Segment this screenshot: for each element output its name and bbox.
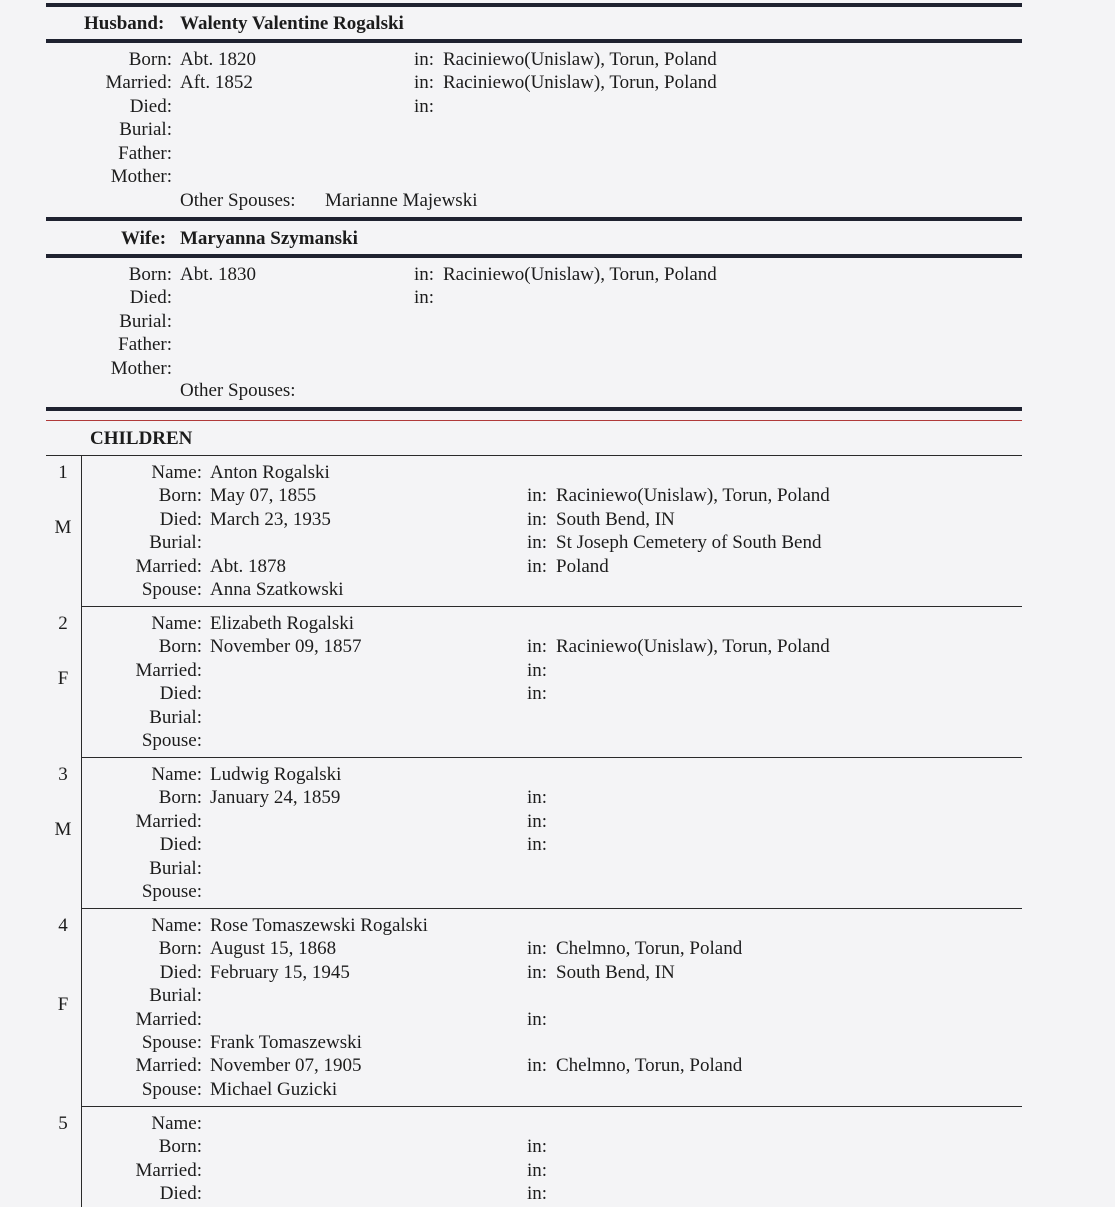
child-row-in: in:	[527, 532, 548, 553]
wife-heading-label: Wife:	[121, 228, 167, 249]
husband-fact-in: in:	[414, 72, 435, 93]
child-row-label: Died:	[159, 509, 202, 530]
child-row-label: Name:	[151, 613, 202, 634]
child-row-value: Anton Rogalski	[210, 462, 330, 483]
wife-top-rule	[46, 217, 1022, 221]
child-row-in: in:	[527, 660, 548, 681]
child-row-label: Died:	[159, 1183, 202, 1204]
child-row-in: in:	[527, 485, 548, 506]
child-number: 1	[58, 462, 68, 483]
child-divider-line	[81, 909, 82, 1106]
child-row-place: Poland	[556, 556, 609, 577]
child-row-label: Spouse:	[141, 1079, 202, 1100]
child-row-value: Anna Szatkowski	[210, 579, 344, 600]
child-row-in: in:	[527, 556, 548, 577]
husband-fact-place: Raciniewo(Unislaw), Torun, Poland	[443, 72, 717, 93]
child-row-label: Burial:	[149, 707, 202, 728]
child-row-label: Married:	[135, 1055, 202, 1076]
child-row-label: Name:	[151, 1113, 202, 1134]
child-row-label: Married:	[135, 811, 202, 832]
child-sex: F	[57, 994, 69, 1015]
child-row-value: Ludwig Rogalski	[210, 764, 342, 785]
child-row-in: in:	[527, 1183, 548, 1204]
child-row-label: Born:	[158, 1136, 202, 1157]
wife-fact-in: in:	[414, 287, 435, 308]
child-row-in: in:	[527, 1136, 548, 1157]
child-row-value: August 15, 1868	[210, 938, 337, 959]
child-row-label: Married:	[135, 660, 202, 681]
child-row-label: Name:	[151, 915, 202, 936]
child-row-label: Name:	[151, 764, 202, 785]
child-row-in: in:	[527, 787, 548, 808]
child-row-value: Abt. 1878	[210, 556, 286, 577]
wife-fact-in: in:	[414, 264, 435, 285]
children-top-rule	[46, 407, 1022, 411]
child-row-label: Married:	[135, 1160, 202, 1181]
top-rule	[46, 3, 1022, 7]
wife-fact-label: Born:	[128, 264, 172, 285]
wife-fact-place: Raciniewo(Unislaw), Torun, Poland	[443, 264, 717, 285]
husband-fact-in: in:	[414, 96, 435, 117]
child-row-label: Spouse:	[141, 730, 202, 751]
husband-fact-value: Aft. 1852	[180, 72, 253, 93]
children-heading-rule	[46, 455, 1022, 456]
child-row-label: Died:	[159, 962, 202, 983]
child-row-place: South Bend, IN	[556, 509, 675, 530]
child-separator-rule	[81, 1106, 1022, 1107]
child-row-label: Burial:	[149, 985, 202, 1006]
children-red-rule	[46, 420, 1022, 421]
child-row-value: November 09, 1857	[210, 636, 362, 657]
wife-fact-label: Burial:	[119, 311, 172, 332]
wife-fact-label: Mother:	[110, 358, 172, 379]
child-row-value: Michael Guzicki	[210, 1079, 338, 1100]
child-row-value: Elizabeth Rogalski	[210, 613, 355, 634]
wife-name: Maryanna Szymanski	[180, 228, 358, 249]
child-sex: F	[57, 668, 69, 689]
wife-fact-label: Died:	[129, 287, 172, 308]
husband-fact-label: Mother:	[110, 166, 172, 187]
husband-fact-label: Died:	[129, 96, 172, 117]
child-row-label: Name:	[151, 462, 202, 483]
child-sex: M	[54, 517, 72, 538]
husband-fact-label: Born:	[128, 49, 172, 70]
child-row-label: Died:	[159, 834, 202, 855]
child-row-value: Rose Tomaszewski Rogalski	[210, 915, 428, 936]
child-divider-line	[81, 1107, 82, 1207]
child-sex: M	[54, 819, 72, 840]
husband-other-spouses-label: Other Spouses:	[180, 190, 296, 211]
child-divider-line	[81, 758, 82, 908]
child-number: 2	[58, 613, 68, 634]
husband-fact-label: Married:	[105, 72, 172, 93]
child-row-label: Born:	[158, 636, 202, 657]
wife-fact-label: Father:	[118, 334, 172, 355]
husband-heading-label: Husband:	[84, 13, 165, 34]
child-row-label: Burial:	[149, 532, 202, 553]
husband-fact-label: Burial:	[119, 119, 172, 140]
child-row-label: Born:	[158, 938, 202, 959]
husband-fact-label: Father:	[118, 143, 172, 164]
wife-rule	[46, 254, 1022, 258]
child-row-in: in:	[527, 834, 548, 855]
child-row-label: Married:	[135, 556, 202, 577]
child-row-value: May 07, 1855	[210, 485, 317, 506]
child-row-place: Chelmno, Torun, Poland	[556, 1055, 743, 1076]
child-row-in: in:	[527, 1160, 548, 1181]
child-row-label: Born:	[158, 787, 202, 808]
child-row-place: South Bend, IN	[556, 962, 675, 983]
child-row-label: Spouse:	[141, 579, 202, 600]
child-row-label: Spouse:	[141, 1032, 202, 1053]
child-row-label: Died:	[159, 683, 202, 704]
child-row-value: February 15, 1945	[210, 962, 350, 983]
child-row-place: Raciniewo(Unislaw), Torun, Poland	[556, 636, 830, 657]
child-row-in: in:	[527, 811, 548, 832]
child-row-value: March 23, 1935	[210, 509, 331, 530]
child-number: 5	[58, 1113, 68, 1134]
husband-name: Walenty Valentine Rogalski	[180, 13, 404, 34]
husband-fact-place: Raciniewo(Unislaw), Torun, Poland	[443, 49, 717, 70]
child-row-place: Chelmno, Torun, Poland	[556, 938, 743, 959]
child-divider-line	[81, 456, 82, 606]
child-row-in: in:	[527, 509, 548, 530]
child-row-value: January 24, 1859	[210, 787, 341, 808]
child-row-in: in:	[527, 636, 548, 657]
child-row-place: Raciniewo(Unislaw), Torun, Poland	[556, 485, 830, 506]
child-row-label: Spouse:	[141, 881, 202, 902]
child-row-label: Burial:	[149, 858, 202, 879]
child-separator-rule	[81, 757, 1022, 758]
husband-fact-value: Abt. 1820	[180, 49, 256, 70]
child-row-value: November 07, 1905	[210, 1055, 362, 1076]
child-row-in: in:	[527, 938, 548, 959]
child-divider-line	[81, 607, 82, 757]
husband-rule	[46, 39, 1022, 43]
child-number: 3	[58, 764, 68, 785]
husband-other-spouses-value: Marianne Majewski	[325, 190, 478, 211]
child-row-in: in:	[527, 962, 548, 983]
child-separator-rule	[81, 606, 1022, 607]
wife-fact-value: Abt. 1830	[180, 264, 256, 285]
children-heading: CHILDREN	[90, 428, 193, 449]
child-row-label: Married:	[135, 1009, 202, 1030]
child-row-place: St Joseph Cemetery of South Bend	[556, 532, 822, 553]
wife-other-spouses-label: Other Spouses:	[180, 380, 296, 401]
child-row-in: in:	[527, 1055, 548, 1076]
child-separator-rule	[81, 908, 1022, 909]
husband-fact-in: in:	[414, 49, 435, 70]
child-number: 4	[58, 915, 68, 936]
child-row-value: Frank Tomaszewski	[210, 1032, 362, 1053]
child-row-label: Born:	[158, 485, 202, 506]
child-row-in: in:	[527, 683, 548, 704]
child-row-in: in:	[527, 1009, 548, 1030]
